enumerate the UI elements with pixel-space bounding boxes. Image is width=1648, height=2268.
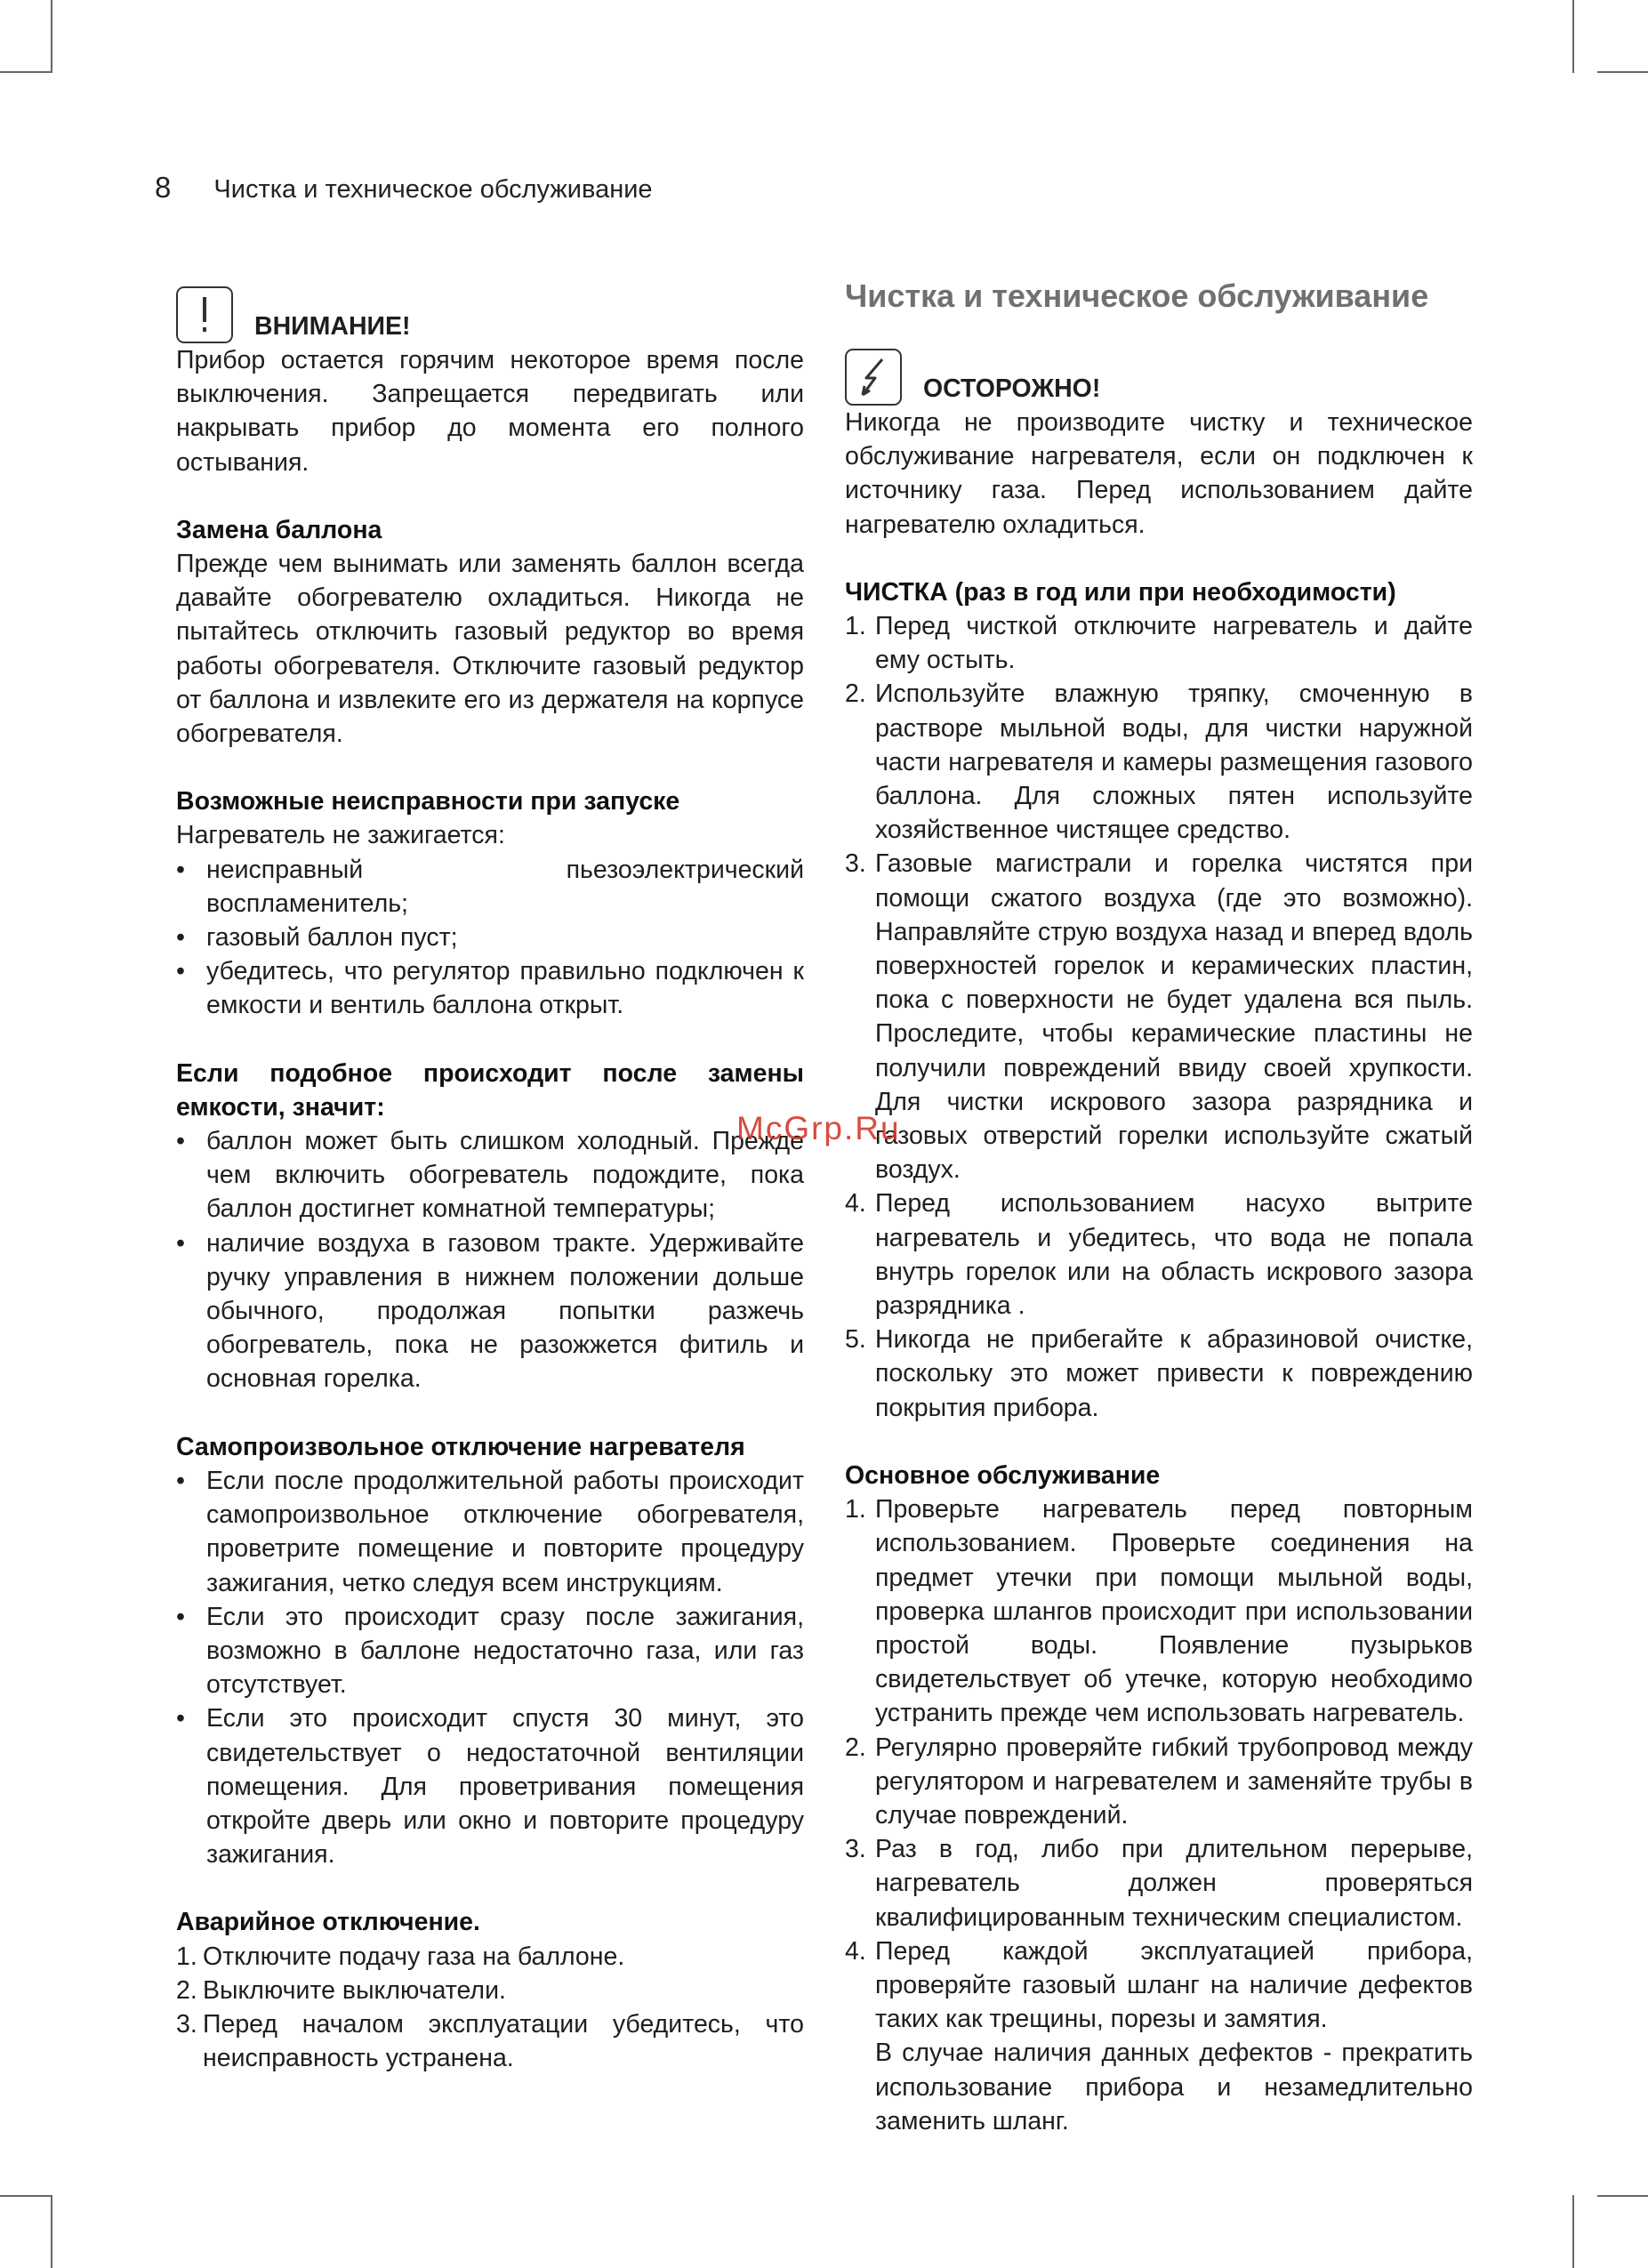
list-item: 3. Раз в год, либо при длительном перерыве, нагреватель должен проверяться квалифицированным техническим специалистом. [845, 1835, 1473, 1932]
lightning-icon [845, 349, 902, 406]
list-item: 2. Регулярно проверяйте гибкий трубопровод между регулятором и нагревателем и заменяйте трубы в случае повреждений. [845, 1733, 1473, 1830]
crop-mark [0, 2195, 51, 2197]
faults-intro: Нагреватель не зажигается: [176, 821, 505, 850]
list-item: • убедитесь, что регулятор правильно подключен к емкости и вентиль баллона открыт. [176, 957, 804, 1020]
maintenance-heading: Основное обслуживание [845, 1460, 1161, 1490]
after-replace-list [176, 1124, 804, 1396]
list-item: • газовый баллон пуст; [176, 923, 458, 953]
after-replace-heading: Если подобное происходит после замены емкости, значит: [176, 1058, 804, 1122]
crop-mark [0, 71, 51, 73]
left-column [176, 276, 804, 2075]
list-item: 3. Перед началом эксплуатации убедитесь, что неисправность устранена. [176, 2009, 804, 2073]
crop-mark [1597, 71, 1648, 73]
running-title: Чистка и техническое обслуживание [213, 175, 653, 204]
crop-mark [1597, 2195, 1648, 2197]
list-item: 1. Проверьте нагреватель перед повторным использованием. Проверьте соединения на предмет утечки при помощи мыльной воды, проверка шлангов происходит при использовании простой воды. Появление пузырьков свидетельствует об утечке, которую необходимо устранить прежде чем использовать нагреватель. [845, 1495, 1473, 1728]
crop-mark [51, 2195, 52, 2268]
crop-mark [1572, 2195, 1574, 2268]
list-item: 1. Перед чисткой отключите нагреватель и дайте ему остыть. [845, 612, 1473, 675]
list-item-note [845, 2036, 1473, 2138]
faults-list [176, 853, 804, 1023]
shutdown-heading: Самопроизвольное отключение нагревателя [176, 1432, 745, 1461]
list-item: • баллон может быть слишком холодный. Прежде чем включить обогреватель подождите, пока баллон достигнет комнатной температуры; [176, 1127, 804, 1224]
list-item: 2. Выключите выключатели. [176, 1975, 506, 2005]
list-item: 1. Отключите подачу газа на баллоне. [176, 1942, 625, 1971]
list-item: 3. Газовые магистрали и горелка чистятся при помощи сжатого воздуха (где это возможно). Направляйте струю воздуха назад и вперед вдоль поверхностей горелок и керамических пластин, пока с поверхности не будет удалена вся пыль. Проследите, чтобы керамические пластины не получили повреждений ввиду своей хрупкости. Для чистки искрового зазора разрядника и газовых отверстий горелки используйте сжатый воздух. [845, 849, 1473, 1185]
caution-header [845, 338, 1473, 406]
attention-text: Прибор остается горячим некоторое время после выключения. Запрещается передвигать или накрывать прибор до момента его полного остывания. [176, 346, 804, 477]
exclamation-icon [176, 286, 233, 343]
list-item: 4. Перед каждой эксплуатацией прибора, проверяйте газовый шланг на наличие дефектов таких как трещины, порезы и замятия. [845, 1936, 1473, 2034]
list-item: • наличие воздуха в газовом тракте. Удерживайте ручку управления в нижнем положении дольше обычного, продолжая попытки разжечь обогреватель, пока не разожжется фитиль и основная горелка. [176, 1228, 804, 1394]
emergency-list [176, 1940, 804, 2076]
maintenance-list [845, 1492, 1473, 2138]
page-header [155, 171, 653, 205]
cleaning-list [845, 609, 1473, 1425]
crop-mark [1572, 0, 1574, 73]
attention-title: ВНИМАНИЕ! [254, 312, 411, 341]
emergency-heading: Аварийное отключение. [176, 1908, 480, 1937]
attention-header [176, 276, 804, 343]
watermark: McGrp.Ru [736, 1110, 901, 1146]
cylinder-heading: Замена баллона [176, 515, 382, 544]
page-number: 8 [155, 171, 172, 204]
faults-heading: Возможные неисправности при запуске [176, 787, 680, 816]
shutdown-list [176, 1464, 804, 1871]
list-item: 5. Никогда не прибегайте к абразиновой очистке, поскольку это может привести к повреждению покрытия прибора. [845, 1325, 1473, 1422]
section-title: Чистка и техническое обслуживание [845, 277, 1429, 314]
list-item: 4. Перед использованием насухо вытрите нагреватель и убедитесь, что вода не попала внутрь горелок или на область искрового зазора разрядника . [845, 1189, 1473, 1321]
caution-title: ОСТОРОЖНО! [923, 374, 1101, 403]
list-item: • Если после продолжительной работы происходит самопроизвольное отключение обогревателя, проветрите помещение и повторите процедуру зажигания, четко следуя всем инструкциям. [176, 1466, 804, 1597]
list-item: • неисправный пьезоэлектрический воспламенитель; [176, 855, 804, 918]
crop-mark [51, 0, 52, 73]
cylinder-text: Прежде чем вынимать или заменять баллон всегда давайте обогревателю охладиться. Никогда не пытайтесь отключить газовый редуктор во время работы обогревателя. Отключите газовый редуктор от баллона и извлеките его из держателя на корпусе обогревателя. [176, 550, 804, 749]
maintenance-note: В случае наличия данных дефектов - прекратить использование прибора и незамедлительно заменить шланг. [875, 2039, 1473, 2135]
caution-text: Никогда не производите чистку и техническое обслуживание нагревателя, если он подключен к источнику газа. Перед использованием дайте нагревателю охладиться. [845, 408, 1473, 539]
cleaning-heading: ЧИСТКА (раз в год или при необходимости) [845, 577, 1396, 607]
list-item: • Если это происходит спустя 30 минут, это свидетельствует о недостаточной вентиляции помещения. Для проветривания помещения откройте дверь или окно и повторите процедуру зажигания. [176, 1704, 804, 1870]
list-item: • Если это происходит сразу после зажигания, возможно в баллоне недостаточно газа, или газ отсутствует. [176, 1602, 804, 1700]
right-column [845, 276, 1473, 2138]
list-item: 2. Используйте влажную тряпку, смоченную в растворе мыльной воды, для чистки наружной части нагревателя и камеры размещения газового баллона. Для сложных пятен используйте хозяйственное чистящее средство. [845, 680, 1473, 845]
